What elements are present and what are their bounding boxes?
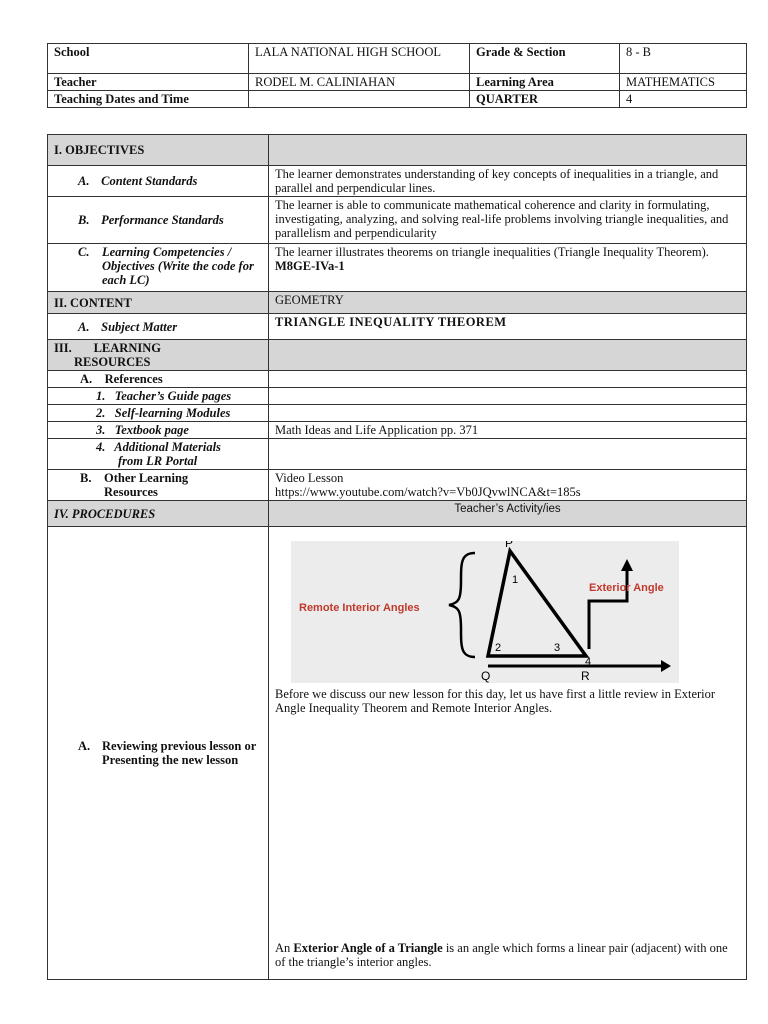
exterior-definition-post: is an angle which forms a linear pair (adjacent) with one of the triangle’s interior angles. [275, 941, 728, 969]
angle-1-label: 1 [512, 574, 519, 586]
angle-3-label: 3 [554, 642, 561, 654]
performance-standards-label: Performance Standards [101, 213, 224, 227]
references-blank [269, 371, 747, 388]
exterior-angle-figure [291, 541, 679, 683]
ref-additional-line2: from LR Portal [118, 454, 198, 468]
other-resources-label2: Resources [104, 485, 158, 499]
quarter-label: QUARTER [470, 91, 620, 108]
subject-matter-cell [48, 314, 269, 340]
references-label: A. References [48, 371, 269, 388]
competencies-hang [78, 245, 262, 287]
area-value: MATHEMATICS [620, 74, 747, 91]
teacher-value: RODEL M. CALINIAHAN [249, 74, 470, 91]
label-r: R [581, 669, 590, 683]
review-paragraph: Before we discuss our new lesson for this day, let us have first a little review in Exterior Angle Inequality Theorem and Remote Interior Angles. [275, 687, 716, 715]
other-resources-cell [48, 470, 269, 501]
teacher-label: Teacher [48, 74, 249, 91]
exterior-definition [275, 941, 740, 969]
area-label: Learning Area [470, 74, 620, 91]
competencies-cell [48, 244, 269, 292]
competencies-marker: C. [78, 245, 90, 259]
ref-textbook: 3. Textbook page [48, 422, 269, 439]
resources-heading-line2: RESOURCES [74, 355, 151, 369]
competencies-label: Learning Competencies / Objectives (Write the code for each LC) [102, 245, 254, 287]
ref-additional-line1: 4. Additional Materials [96, 440, 221, 454]
resources-heading-blank [269, 340, 747, 371]
review-lesson-cell [48, 527, 269, 980]
video-lesson-url[interactable]: https://www.youtube.com/watch?v=Vb0JQvwlNCA&t=185s [275, 485, 581, 499]
ref-textbook-value: Math Ideas and Life Application pp. 371 [269, 422, 747, 439]
ref-teachers-guide: 1. Teacher’s Guide pages [48, 388, 269, 405]
subject-matter-marker: A. [78, 319, 90, 334]
performance-standards-marker: B. [78, 213, 90, 227]
angle-4-label: 4 [585, 656, 592, 668]
other-resources-marker: B. [80, 471, 92, 485]
content-value: GEOMETRY [269, 292, 747, 314]
content-standards-marker: A. [78, 174, 90, 188]
content-heading: II. CONTENT [48, 292, 269, 314]
ref-additional-cell [48, 439, 269, 470]
ref-teachers-guide-value [269, 388, 747, 405]
header-table [47, 43, 747, 108]
grade-value: 8 - B [620, 44, 747, 74]
resources-heading [48, 340, 269, 371]
teacher-activity-heading: Teacher’s Activity/ies [269, 501, 747, 527]
review-lesson-label: Reviewing previous lesson or Presenting the new lesson [102, 739, 257, 767]
exterior-definition-term: Exterior Angle of a Triangle [293, 941, 443, 955]
competencies-text-cell [269, 244, 747, 292]
grade-label: Grade & Section [470, 44, 620, 74]
content-standards-label: Content Standards [101, 174, 198, 188]
exterior-angle-label: Exterior Angle [589, 582, 664, 594]
performance-standards-text: The learner is able to communicate mathematical coherence and clarity in formulating, investigating, analyzing, and solving real-life problems involving triangle inequalities, and parallelism and perpendicularity [269, 197, 747, 244]
video-lesson-label: Video Lesson [275, 471, 344, 485]
exterior-definition-pre: An [275, 941, 291, 955]
lesson-plan-table [47, 134, 747, 980]
performance-standards-cell [48, 197, 269, 244]
dates-label: Teaching Dates and Time [48, 91, 249, 108]
ref-self-learning-value [269, 405, 747, 422]
resources-heading-line1: III. LEARNING [54, 341, 161, 355]
review-lesson-content [269, 527, 747, 980]
ref-self-learning: 2. Self-learning Modules [48, 405, 269, 422]
content-standards-cell [48, 166, 269, 197]
subject-matter-label: Subject Matter [101, 319, 178, 334]
label-q: Q [481, 669, 491, 683]
remote-angles-label: Remote Interior Angles [299, 602, 420, 614]
school-value: LALA NATIONAL HIGH SCHOOL [249, 44, 470, 74]
other-resources-label1: Other Learning [104, 471, 189, 485]
subject-matter-value: TRIANGLE INEQUALITY THEOREM [269, 314, 747, 340]
angle-2-label: 2 [495, 642, 502, 654]
other-resources-label-wrap [104, 471, 188, 499]
other-resources-hang [80, 471, 262, 499]
quarter-value: 4 [620, 91, 747, 108]
review-lesson-marker: A. [78, 739, 91, 753]
competencies-code: M8GE-IVa-1 [275, 259, 345, 273]
procedures-heading: IV. PROCEDURES [48, 501, 269, 527]
content-standards-text: The learner demonstrates understanding of key concepts of inequalities in a triangle, and parallel and perpendicular lines. [269, 166, 747, 197]
ref-additional-value [269, 439, 747, 470]
school-label: School [48, 44, 249, 74]
objectives-heading: I. OBJECTIVES [48, 135, 269, 166]
other-resources-value [269, 470, 747, 501]
objectives-heading-blank [269, 135, 747, 166]
dates-value [249, 91, 470, 108]
competencies-text: The learner illustrates theorems on triangle inequalities (Triangle Inequality Theorem). [275, 245, 709, 259]
label-p: P [505, 541, 514, 550]
review-lesson-hang [78, 739, 262, 767]
